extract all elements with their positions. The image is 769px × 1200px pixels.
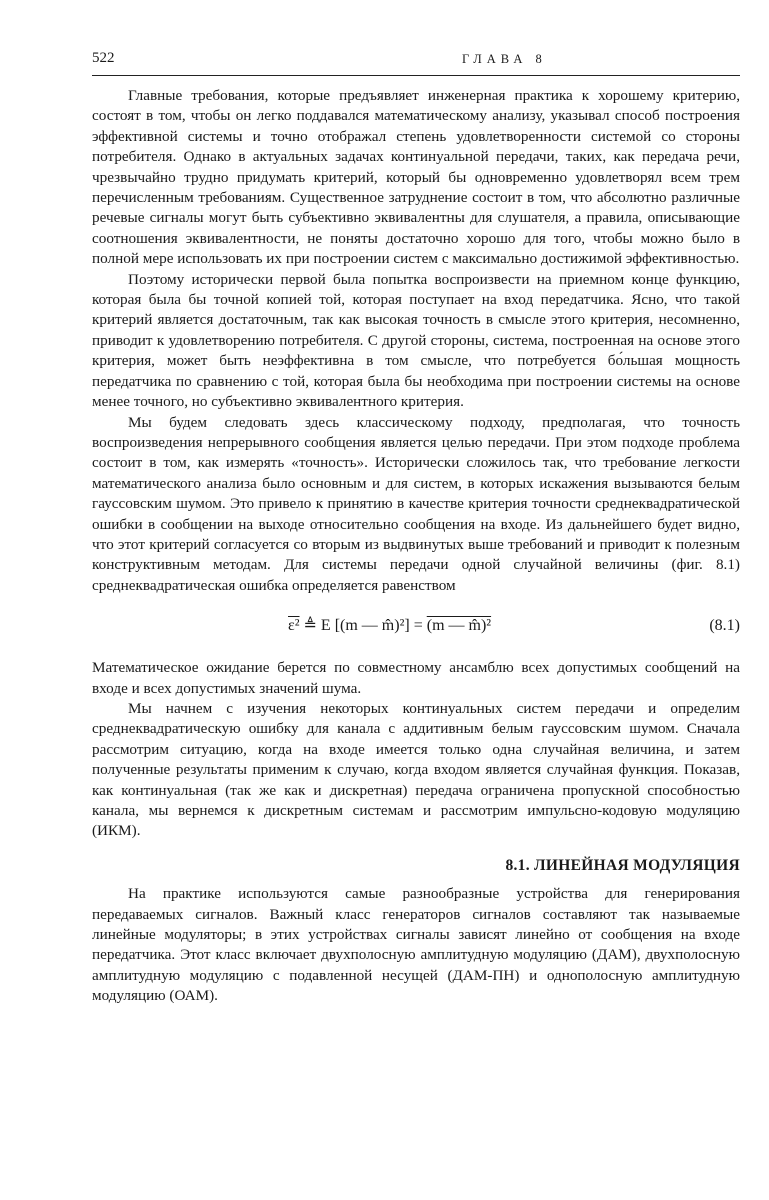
page-number: 522 bbox=[92, 50, 115, 66]
paragraph-2: Поэтому исторически первой была попытка воспроизвести на приемном конце функцию, которая была бы точной копией той, которая поступает на вход передатчика. Ясно, что такой критерий является достаточным, так как высокая точность в смысле этого критерия, несомненно, приводит к удовлетворению потребителя. С другой стороны, система, построенная на основе этого критерия, может быть неэффективна в том смысле, что потребуется бо́льшая мощность передатчика по сравнению с той, которая была бы необходима при построении системы на основе менее точного, но субъективно эквивалентного критерия. bbox=[92, 270, 740, 411]
equation-body bbox=[288, 616, 491, 636]
paragraph-after-equation: Математическое ожидание берется по совместному ансамблю всех допустимых сообщений на входе и всех допустимых значений шума. bbox=[92, 659, 740, 697]
equation-8-1 bbox=[92, 606, 740, 650]
paragraph-4: Мы начнем с изучения некоторых континуальных систем передачи и определим среднеквадратическую ошибку для канала с аддитивным белым гауссовским шумом. Сначала рассмотрим ситуацию, когда на входе имеется только одна случайная величина, и затем полученные результаты применим к случаю, когда входом является случайная функция. Показав, как континуальная (так же как и дискретная) передача ограничена пропускной способностью канала, мы вернемся к дискретным системам и рассмотрим импульсно-кодовую модуляцию (ИКМ). bbox=[92, 699, 740, 840]
equation-expectation: E [(m — m̂)²] bbox=[320, 617, 410, 635]
header-rule bbox=[92, 75, 740, 76]
paragraph-3: Мы будем следовать здесь классическому подходу, предполагая, что точность воспроизведения непрерывного сообщения является целью передачи. При этом подходе проблема состоит в том, как измерять «точность». Исторически сложилось так, что требование легкости математического анализа было основным и для систем, в которых искажения вызываются белым гауссовским шумом. Это привело к принятию в качестве критерия точности среднеквадратической ошибки в сообщении на выходе относительно сообщения на входе. Из дальнейшего будет видно, что этот критерий согласуется со вторым из выдвинутых выше требований и приводит к полезным конструктивным методам. Для системы передачи одной случайной величины (фиг. 8.1) среднеквадратическая ошибка определяется равенством bbox=[92, 413, 740, 594]
equation-number: (8.1) bbox=[709, 617, 740, 635]
section-heading: 8.1. ЛИНЕЙНАЯ МОДУЛЯЦИЯ bbox=[505, 856, 740, 874]
page-content bbox=[92, 86, 740, 1007]
paragraph-1: Главные требования, которые предъявляет инженерная практика к хорошему критерию, состоят в том, чтобы он легко поддавался математическому анализу, указывал способ построения эффективной системы и точно отображал степень удовлетворенности системой со стороны потребителя. Однако в актуальных задачах континуальной передачи, таких, как передача речи, чрезвычайно трудно придумать критерий, который бы одновременно удовлетворял всем трем перечисленным требованиям. Существенное затруднение состоит в том, что абсолютно различные речевые сигналы могут быть субъективно эквивалентны для слушателя, а правила, описывающие соотношения эквивалентности, не поняты достаточно хорошо для того, чтобы можно было в полной мере использовать их при построении систем с максимально достижимой эффективностью. bbox=[92, 87, 740, 268]
page-header bbox=[92, 50, 740, 74]
paragraph-5: На практике используются самые разнообразные устройства для генерирования передаваемых сигналов. Важный класс генераторов сигналов составляют так называемые линейные модуляторы; в этих устройствах сигналы зависят линейно от сообщения на входе передатчика. Этот класс включает двухполосную амплитудную модуляцию (ДАМ), двухполосную амплитудную модуляцию с подавленной несущей (ДАМ-ПН) и однополосную амплитудную модуляцию (ОАМ). bbox=[92, 885, 740, 1005]
equation-rhs: (m — m̂)² bbox=[426, 617, 492, 635]
equation-equals: = bbox=[413, 617, 423, 635]
equation-def-symbol: ≜ bbox=[303, 617, 317, 635]
chapter-title: ГЛАВА 8 bbox=[462, 52, 547, 66]
equation-lhs: ε² bbox=[288, 617, 300, 635]
